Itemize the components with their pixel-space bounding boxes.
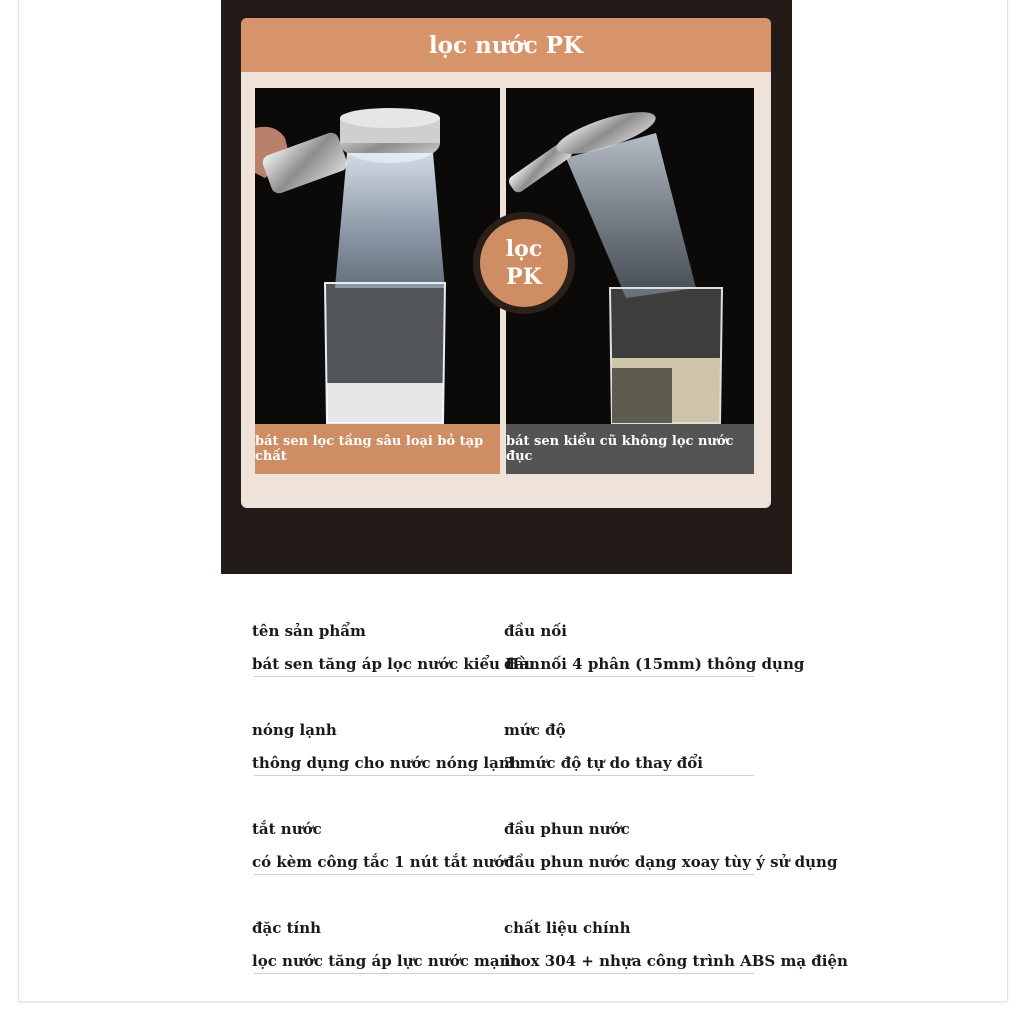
- spec-value: bát sen tăng áp lọc nước kiểu Hàn: [252, 655, 540, 673]
- right-caption: bát sen kiểu cũ không lọc nước đục: [506, 424, 754, 474]
- spec-value: thông dụng cho nước nóng lạnh: [252, 754, 521, 772]
- spec-label: đầu nối: [504, 622, 567, 640]
- spec-value: đầu nối 4 phân (15mm) thông dụng: [504, 655, 805, 673]
- filtered-shower-photo: [255, 88, 500, 474]
- divider: [254, 775, 754, 776]
- water-stream: [335, 153, 445, 288]
- spec-label: tắt nước: [252, 820, 322, 838]
- divider: [254, 676, 754, 677]
- pk-badge: [473, 212, 575, 314]
- divider: [254, 874, 754, 875]
- spec-label: tên sản phẩm: [252, 622, 366, 640]
- spec-value: đầu phun nước dạng xoay tùy ý sử dụng: [504, 853, 838, 871]
- spec-group: [252, 612, 805, 682]
- product-banner: [221, 0, 792, 574]
- old-water-spray: [566, 133, 696, 298]
- spec-label: chất liệu chính: [504, 919, 631, 937]
- comparison-card: [241, 18, 771, 508]
- spec-value: có kèm công tắc 1 nút tắt nước: [252, 853, 514, 871]
- divider: [254, 973, 754, 974]
- spec-group: [252, 711, 792, 781]
- badge-line2: PK: [506, 264, 542, 290]
- spec-value: inox 304 + nhựa công trình ABS mạ điện: [504, 952, 848, 970]
- filtered-shower-illustration: [255, 88, 500, 474]
- spec-label: đặc tính: [252, 919, 322, 937]
- spec-value: 3 mức độ tự do thay đổi: [504, 754, 703, 772]
- spec-group: [252, 909, 848, 979]
- spec-value: lọc nước tăng áp lực nước mạnh: [252, 952, 522, 970]
- spec-label: đầu phun nước: [504, 820, 630, 838]
- spec-label: nóng lạnh: [252, 721, 337, 739]
- spec-label: mức độ: [504, 721, 566, 739]
- spec-group: [252, 810, 838, 880]
- badge-line1: lọc: [505, 236, 543, 262]
- left-caption: bát sen lọc tầng sâu loại bỏ tạp chất: [255, 424, 500, 474]
- banner-title: lọc nước PK: [241, 18, 771, 72]
